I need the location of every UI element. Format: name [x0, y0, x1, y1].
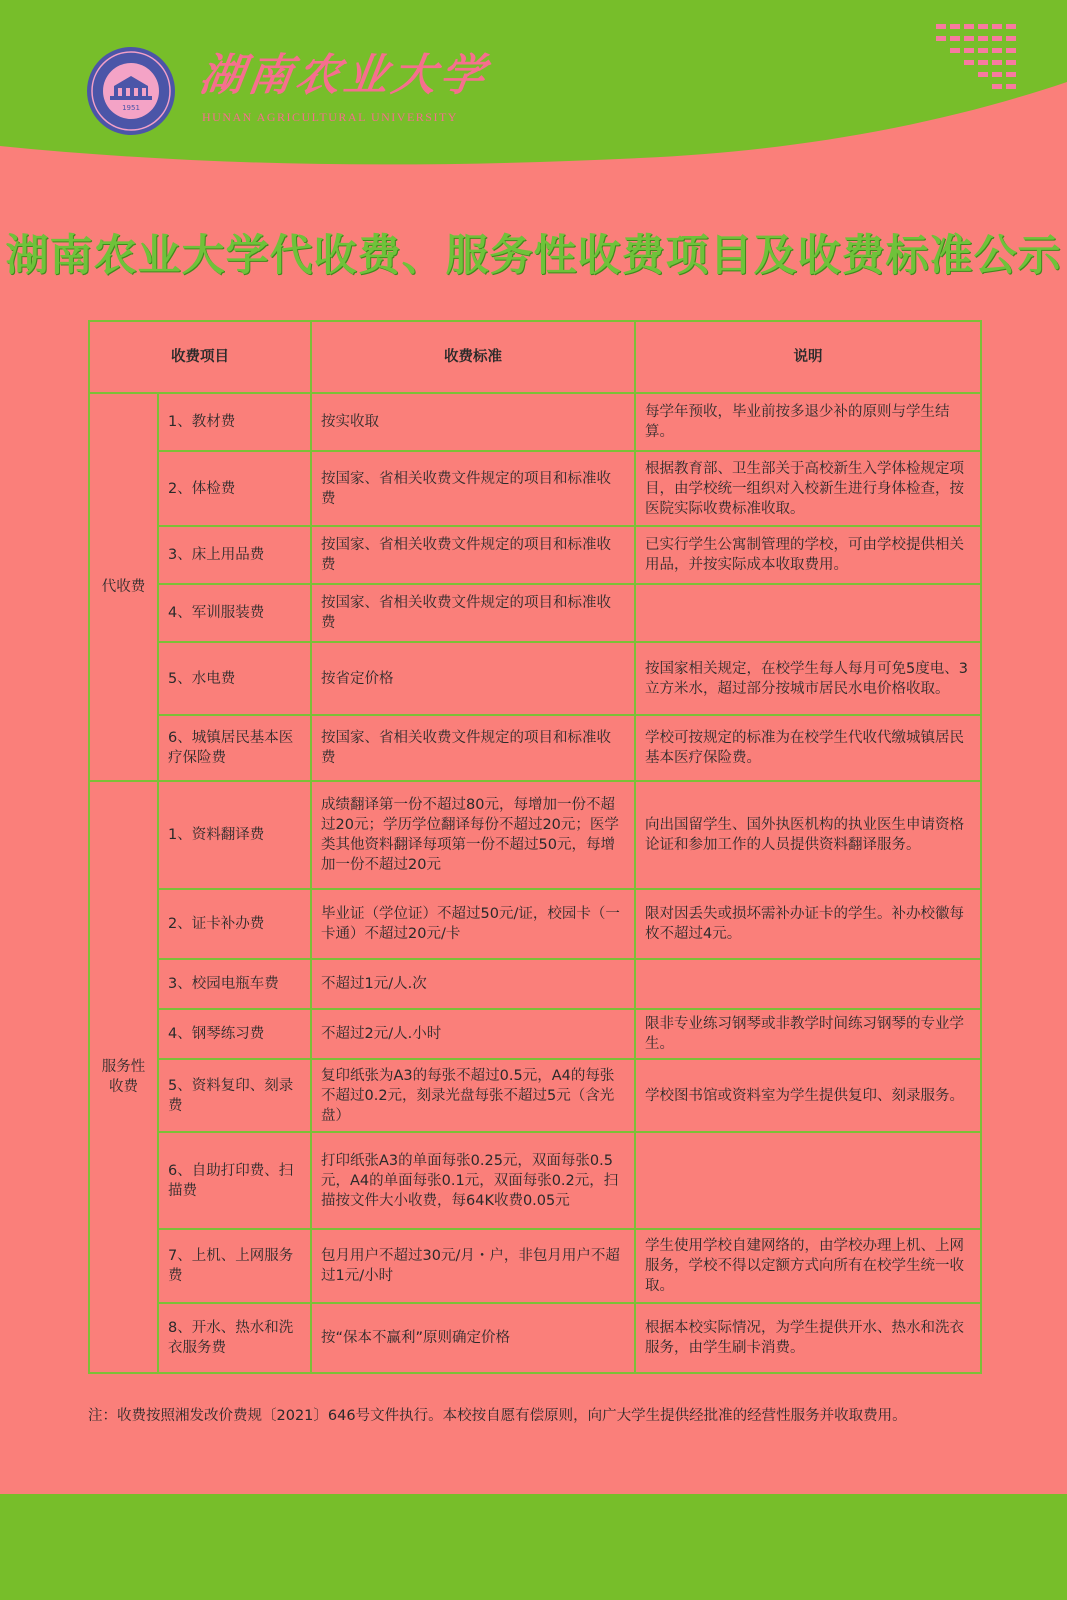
fee-table — [88, 320, 982, 1374]
note-cell: 根据教育部、卫生部关于高校新生入学体检规定项目，由学校统一组织对入校新生进行身体检查，按医院实际收费标准收取。 — [635, 451, 981, 526]
item-cell: 1、资料翻译费 — [158, 781, 311, 889]
standard-cell: 按“保本不赢利”原则确定价格 — [311, 1303, 635, 1373]
item-cell: 4、军训服装费 — [158, 584, 311, 642]
table-row — [89, 393, 981, 451]
decorative-dots — [936, 20, 1026, 98]
standard-cell: 不超过2元/人.小时 — [311, 1009, 635, 1059]
standard-cell: 复印纸张为A3的每张不超过0.5元，A4的每张不超过0.2元，刻录光盘每张不超过5元（含光盘） — [311, 1059, 635, 1132]
standard-cell: 按国家、省相关收费文件规定的项目和标准收费 — [311, 715, 635, 781]
table-row — [89, 1303, 981, 1373]
table-row — [89, 959, 981, 1009]
item-cell: 4、钢琴练习费 — [158, 1009, 311, 1059]
table-row — [89, 1009, 981, 1059]
standard-cell: 打印纸张A3的单面每张0.25元，双面每张0.5元，A4的单面每张0.1元，双面每张0.2元，扫描按文件大小收费，每64K收费0.05元 — [311, 1132, 635, 1229]
standard-cell: 按省定价格 — [311, 642, 635, 715]
table-row — [89, 584, 981, 642]
table-row — [89, 642, 981, 715]
item-cell: 2、证卡补办费 — [158, 889, 311, 959]
university-name-calligraphy: 湖南农业大学 — [196, 50, 492, 101]
table-row — [89, 1059, 981, 1132]
note-cell — [635, 959, 981, 1009]
table-row — [89, 526, 981, 584]
note-cell — [635, 1132, 981, 1229]
header-item: 收费项目 — [89, 321, 311, 393]
note-cell: 学校可按规定的标准为在校学生代收代缴城镇居民基本医疗保险费。 — [635, 715, 981, 781]
standard-cell: 不超过1元/人.次 — [311, 959, 635, 1009]
note-cell: 向出国留学生、国外执医机构的执业医生申请资格论证和参加工作的人员提供资料翻译服务。 — [635, 781, 981, 889]
item-cell: 3、床上用品费 — [158, 526, 311, 584]
standard-cell: 包月用户不超过30元/月・户，非包月用户不超过1元/小时 — [311, 1229, 635, 1303]
standard-cell: 成绩翻译第一份不超过80元，每增加一份不超过20元；学历学位翻译每份不超过20元；医学类其他资料翻译每项第一份不超过50元，每增加一份不超过20元 — [311, 781, 635, 889]
table-row — [89, 781, 981, 889]
item-cell: 5、水电费 — [158, 642, 311, 715]
group-label-service: 服务性收费 — [89, 781, 158, 1373]
note-cell: 根据本校实际情况，为学生提供开水、热水和洗衣服务，由学生刷卡消费。 — [635, 1303, 981, 1373]
university-seal-logo — [86, 46, 176, 136]
item-cell: 6、城镇居民基本医疗保险费 — [158, 715, 311, 781]
seal-year: 1951 — [122, 104, 140, 112]
table-row — [89, 715, 981, 781]
item-cell: 5、资料复印、刻录费 — [158, 1059, 311, 1132]
standard-cell: 毕业证（学位证）不超过50元/证，校园卡（一卡通）不超过20元/卡 — [311, 889, 635, 959]
item-cell: 7、上机、上网服务费 — [158, 1229, 311, 1303]
footnote-text: 注：收费按照湘发改价费规〔2021〕646号文件执行。本校按自愿有偿原则，向广大学生提供经批准的经营性服务并收取费用。 — [88, 1408, 907, 1424]
standard-cell: 按实收取 — [311, 393, 635, 451]
item-cell: 8、开水、热水和洗衣服务费 — [158, 1303, 311, 1373]
group-label-collection: 代收费 — [89, 393, 158, 781]
note-cell: 已实行学生公寓制管理的学校，可由学校提供相关用品，并按实际成本收取费用。 — [635, 526, 981, 584]
table-row — [89, 889, 981, 959]
footer-bar — [0, 1494, 1067, 1600]
table-row — [89, 451, 981, 526]
note-cell: 学校图书馆或资料室为学生提供复印、刻录服务。 — [635, 1059, 981, 1132]
header-standard: 收费标准 — [311, 321, 635, 393]
standard-cell: 按国家、省相关收费文件规定的项目和标准收费 — [311, 584, 635, 642]
footnote — [88, 1405, 980, 1427]
note-cell — [635, 584, 981, 642]
note-cell: 按国家相关规定，在校学生每人每月可免5度电、3立方米水，超过部分按城市居民水电价格收取。 — [635, 642, 981, 715]
note-cell: 限对因丢失或损坏需补办证卡的学生。补办校徽每枚不超过4元。 — [635, 889, 981, 959]
table-row — [89, 1229, 981, 1303]
table-row — [89, 1132, 981, 1229]
note-cell: 限非专业练习钢琴或非教学时间练习钢琴的专业学生。 — [635, 1009, 981, 1059]
header-note: 说明 — [635, 321, 981, 393]
table-header-row — [89, 321, 981, 393]
standard-cell: 按国家、省相关收费文件规定的项目和标准收费 — [311, 451, 635, 526]
standard-cell: 按国家、省相关收费文件规定的项目和标准收费 — [311, 526, 635, 584]
item-cell: 2、体检费 — [158, 451, 311, 526]
note-cell: 学生使用学校自建网络的，由学校办理上机、上网服务，学校不得以定额方式向所有在校学生统一收取。 — [635, 1229, 981, 1303]
page-title: 湖南农业大学代收费、服务性收费项目及收费标准公示 — [5, 231, 1062, 281]
item-cell: 6、自助打印费、扫描费 — [158, 1132, 311, 1229]
item-cell: 1、教材费 — [158, 393, 311, 451]
note-cell: 每学年预收，毕业前按多退少补的原则与学生结算。 — [635, 393, 981, 451]
university-name-english: HUNAN AGRICULTURAL UNIVERSITY — [202, 110, 458, 124]
item-cell: 3、校园电瓶车费 — [158, 959, 311, 1009]
